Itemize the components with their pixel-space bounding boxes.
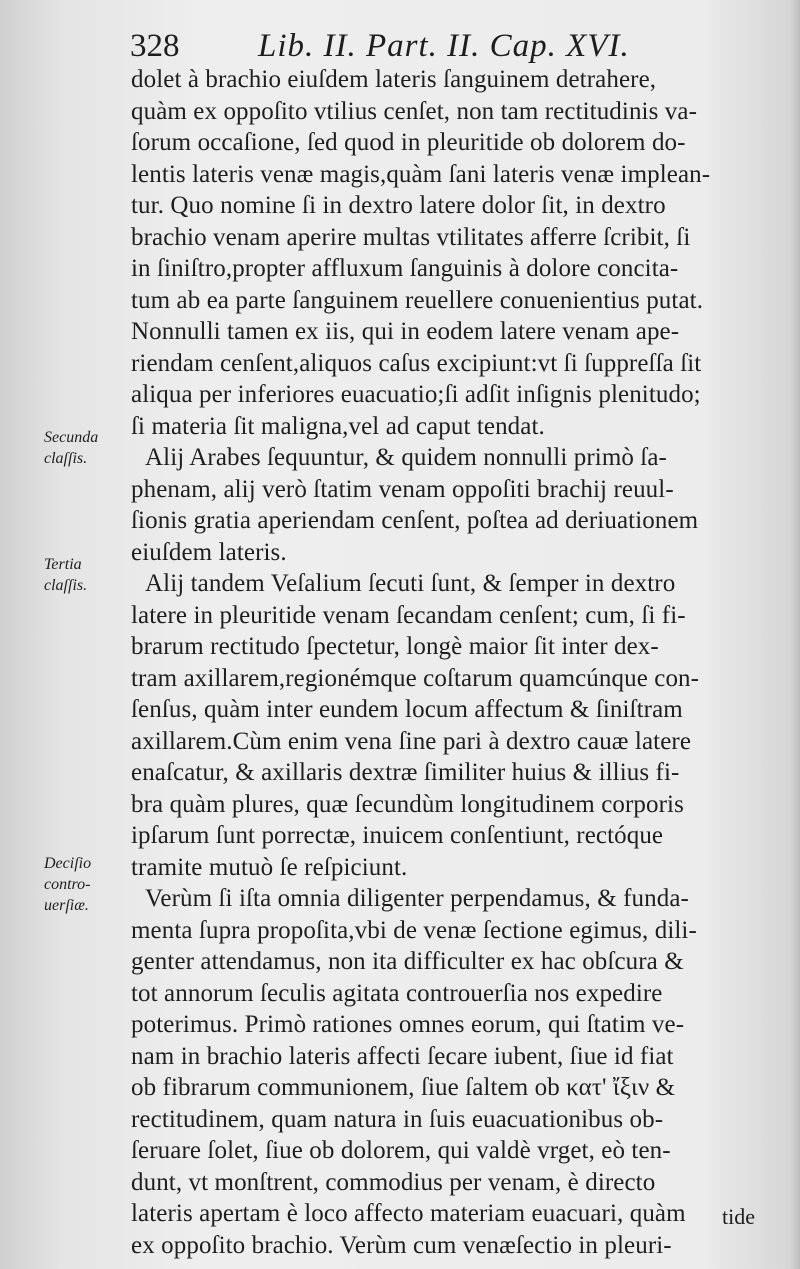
text-line: in ſiniſtro,propter affluxum ſanguinis à dolore concita- xyxy=(131,255,679,282)
margin-note-line: Deciſio xyxy=(44,855,92,872)
text-line: Verùm ſi iſta omnia diligenter perpendamus, & funda- xyxy=(145,885,689,912)
margin-note-line: uerſiæ. xyxy=(44,897,89,914)
margin-note-line: claſſis. xyxy=(44,577,88,594)
margin-note-line: claſſis. xyxy=(44,450,88,467)
body-text xyxy=(131,64,763,1261)
text-line: Alij Arabes ſequuntur, & quidem nonnulli primò ſa- xyxy=(145,444,667,471)
page-header xyxy=(130,26,690,66)
text-line: bra quàm plures, quæ ſecundùm longitudinem corporis xyxy=(131,790,684,818)
text-line: ſeruare ſolet, ſiue ob dolorem, qui valdè vrget, eò ten- xyxy=(131,1137,671,1164)
text-line: ſorum occaſione, ſed quod in pleuritide ob dolorem do- xyxy=(131,129,686,156)
text-line: dolet à brachio eiuſdem lateris ſanguinem detrahere, xyxy=(131,66,657,93)
text-line: tum ab ea parte ſanguinem reuellere conuenientius putat. xyxy=(131,286,704,314)
running-head: Lib. II. Part. II. Cap. XVI. xyxy=(258,28,630,64)
margin-note-second-class xyxy=(44,427,124,469)
text-line: phenam, alij verò ſtatim venam oppoſiti brachij reuul- xyxy=(131,475,674,503)
margin-note-line: Secunda xyxy=(44,429,99,446)
text-line: ſi materia ſit maligna,vel ad caput tendat. xyxy=(131,412,545,440)
text-line: tram axillarem,regionémque coſtarum quamcúnque con- xyxy=(131,664,700,692)
margin-note-third-class xyxy=(44,554,124,596)
text-line: nam in brachio lateris affecti ſecare iubent, ſiue id fiat xyxy=(131,1042,674,1070)
text-line: ex oppoſito brachio. Verùm cum venæſectio in pleuri- xyxy=(131,1231,672,1259)
text-line: riendam cenſent,aliquos caſus excipiunt:vt ſi ſuppreſſa ſit xyxy=(131,349,702,377)
text-line: tot annorum ſeculis agitata controuerſia nos expedire xyxy=(131,979,663,1007)
text-line: menta ſupra propoſita,vbi de venæ ſectione egimus, dili- xyxy=(131,916,697,944)
page-number: 328 xyxy=(130,28,180,64)
text-line: ob fibrarum communionem, ſiue ſaltem ob κατ' ἴξιν & xyxy=(131,1074,676,1101)
text-line: quàm ex oppoſito vtilius cenſet, non tam rectitudinis va- xyxy=(131,97,698,125)
catchword: tide xyxy=(722,1204,755,1229)
text-line: enaſcatur, & axillaris dextræ ſimiliter huius & illius fi- xyxy=(131,759,680,786)
text-line: ſionis gratia aperiendam cenſent, poſtea ad deriuationem xyxy=(131,507,699,534)
text-line: brachio venam aperire multas vtilitates afferre ſcribit, ſi xyxy=(131,223,691,251)
text-line: tramite mutuò ſe reſpiciunt. xyxy=(131,853,408,881)
text-line: rectitudinem, quam natura in ſuis euacuationibus ob- xyxy=(131,1105,664,1133)
text-line: aliqua per inferiores euacuatio;ſi adſit inſignis plenitudo; xyxy=(131,381,701,408)
text-line: eiuſdem lateris. xyxy=(131,538,287,566)
text-line: Alij tandem Veſalium ſecuti ſunt, & ſemper in dextro xyxy=(145,570,676,597)
text-line: lentis lateris venæ magis,quàm ſani lateris venæ implean- xyxy=(131,160,711,188)
text-line: brarum rectitudo ſpectetur, longè maior ſit inter dex- xyxy=(131,633,659,660)
text-line: dunt, vt monſtrent, commodius per venam, è directo xyxy=(131,1168,656,1196)
text-line: Nonnulli tamen ex iis, qui in eodem latere venam ape- xyxy=(131,318,680,345)
text-line: ipſarum ſunt porrectæ, inuicem conſentiunt, rectóque xyxy=(131,822,664,849)
text-line: axillarem.Cùm enim vena ſine pari à dextro cauæ latere xyxy=(131,727,692,755)
text-line: genter attendamus, non ita difficulter ex hac obſcura & xyxy=(131,948,684,975)
text-line: latere in pleuritide venam ſecandam cenſent; cum, ſi fi- xyxy=(131,601,686,629)
text-line: lateris apertam è loco affecto materiam euacuari, quàm xyxy=(131,1200,686,1227)
margin-note-line: contro- xyxy=(44,876,91,893)
text-line: tur. Quo nomine ſi in dextro latere dolor ſit, in dextro xyxy=(131,192,666,219)
text-line: poterimus. Primò rationes omnes eorum, qui ſtatim ve- xyxy=(131,1011,685,1038)
margin-note-line: Tertia xyxy=(44,556,82,573)
margin-note-decision xyxy=(44,853,124,916)
text-line: ſenſus, quàm inter eundem locum affectum & ſiniſtram xyxy=(131,696,683,723)
